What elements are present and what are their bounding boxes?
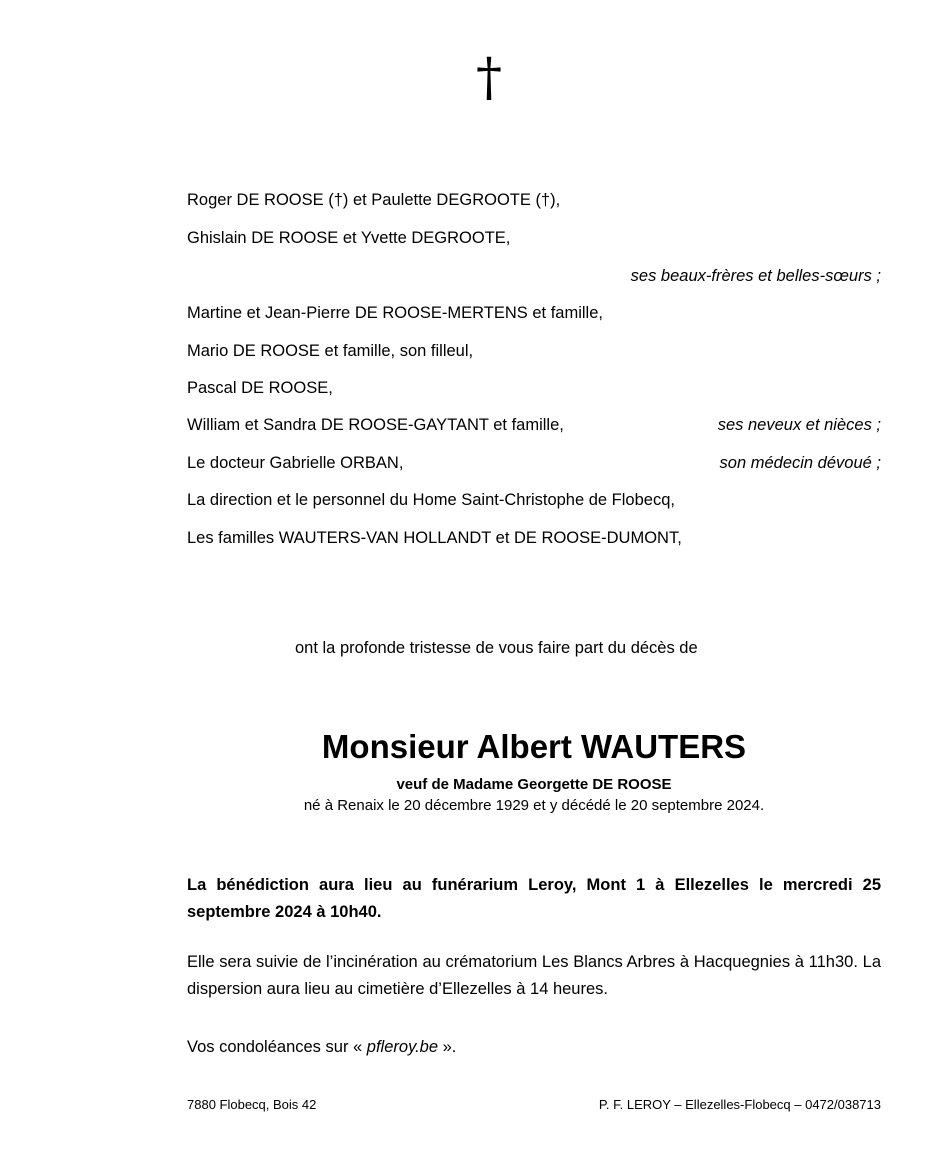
family-line-8: La direction et le personnel du Home Saint-Christophe de Flobecq, — [187, 491, 675, 509]
cross-symbol: † — [476, 48, 502, 108]
family-line-5: Pascal DE ROOSE, — [187, 379, 333, 397]
widow-line: veuf de Madame Georgette DE ROOSE — [396, 776, 672, 793]
family-line-7: Le docteur Gabrielle ORBAN, — [187, 454, 404, 472]
footer-funeral-home: P. F. LEROY – Ellezelles-Flobecq – 0472/038713 — [598, 1097, 881, 1112]
family-line-3: Martine et Jean-Pierre DE ROOSE-MERTENS et famille, — [187, 304, 603, 322]
condolences-suffix: ». — [438, 1038, 457, 1056]
relation-in-laws: ses beaux-frères et belles-sœurs ; — [630, 267, 881, 285]
relation-nephews: ses neveux et nièces ; — [717, 416, 881, 434]
birth-death-line: né à Renaix le 20 décembre 1929 et y décédé le 20 septembre 2024. — [303, 797, 765, 814]
footer-address: 7880 Flobecq, Bois 42 — [187, 1097, 317, 1112]
condolences-line — [187, 1037, 456, 1057]
blessing-paragraph: La bénédiction aura lieu au funérarium Leroy, Mont 1 à Ellezelles le mercredi 25 septembre 2024 à 10h40. — [187, 876, 881, 921]
condolences-prefix: Vos condoléances sur « — [187, 1038, 367, 1056]
deceased-name: Monsieur Albert WAUTERS — [321, 728, 747, 765]
family-line-2: Ghislain DE ROOSE et Yvette DEGROOTE, — [187, 229, 511, 247]
cremation-paragraph: Elle sera suivie de l’incinération au crématorium Les Blancs Arbres à Hacquegnies à 11h30. La dispersion aura lieu au cimetière d’Ellezelles à 14 heures. — [187, 953, 881, 998]
family-line-6: William et Sandra DE ROOSE-GAYTANT et famille, — [187, 416, 564, 434]
family-line-1: Roger DE ROOSE (†) et Paulette DEGROOTE (†), — [187, 191, 561, 209]
family-line-4: Mario DE ROOSE et famille, son filleul, — [187, 342, 474, 360]
family-line-9: Les familles WAUTERS-VAN HOLLANDT et DE ROOSE-DUMONT, — [187, 529, 682, 547]
announcement-text: ont la profonde tristesse de vous faire part du décès de — [295, 639, 698, 657]
condolences-website-link[interactable]: pfleroy.be — [366, 1038, 439, 1056]
relation-doctor: son médecin dévoué ; — [719, 454, 881, 472]
